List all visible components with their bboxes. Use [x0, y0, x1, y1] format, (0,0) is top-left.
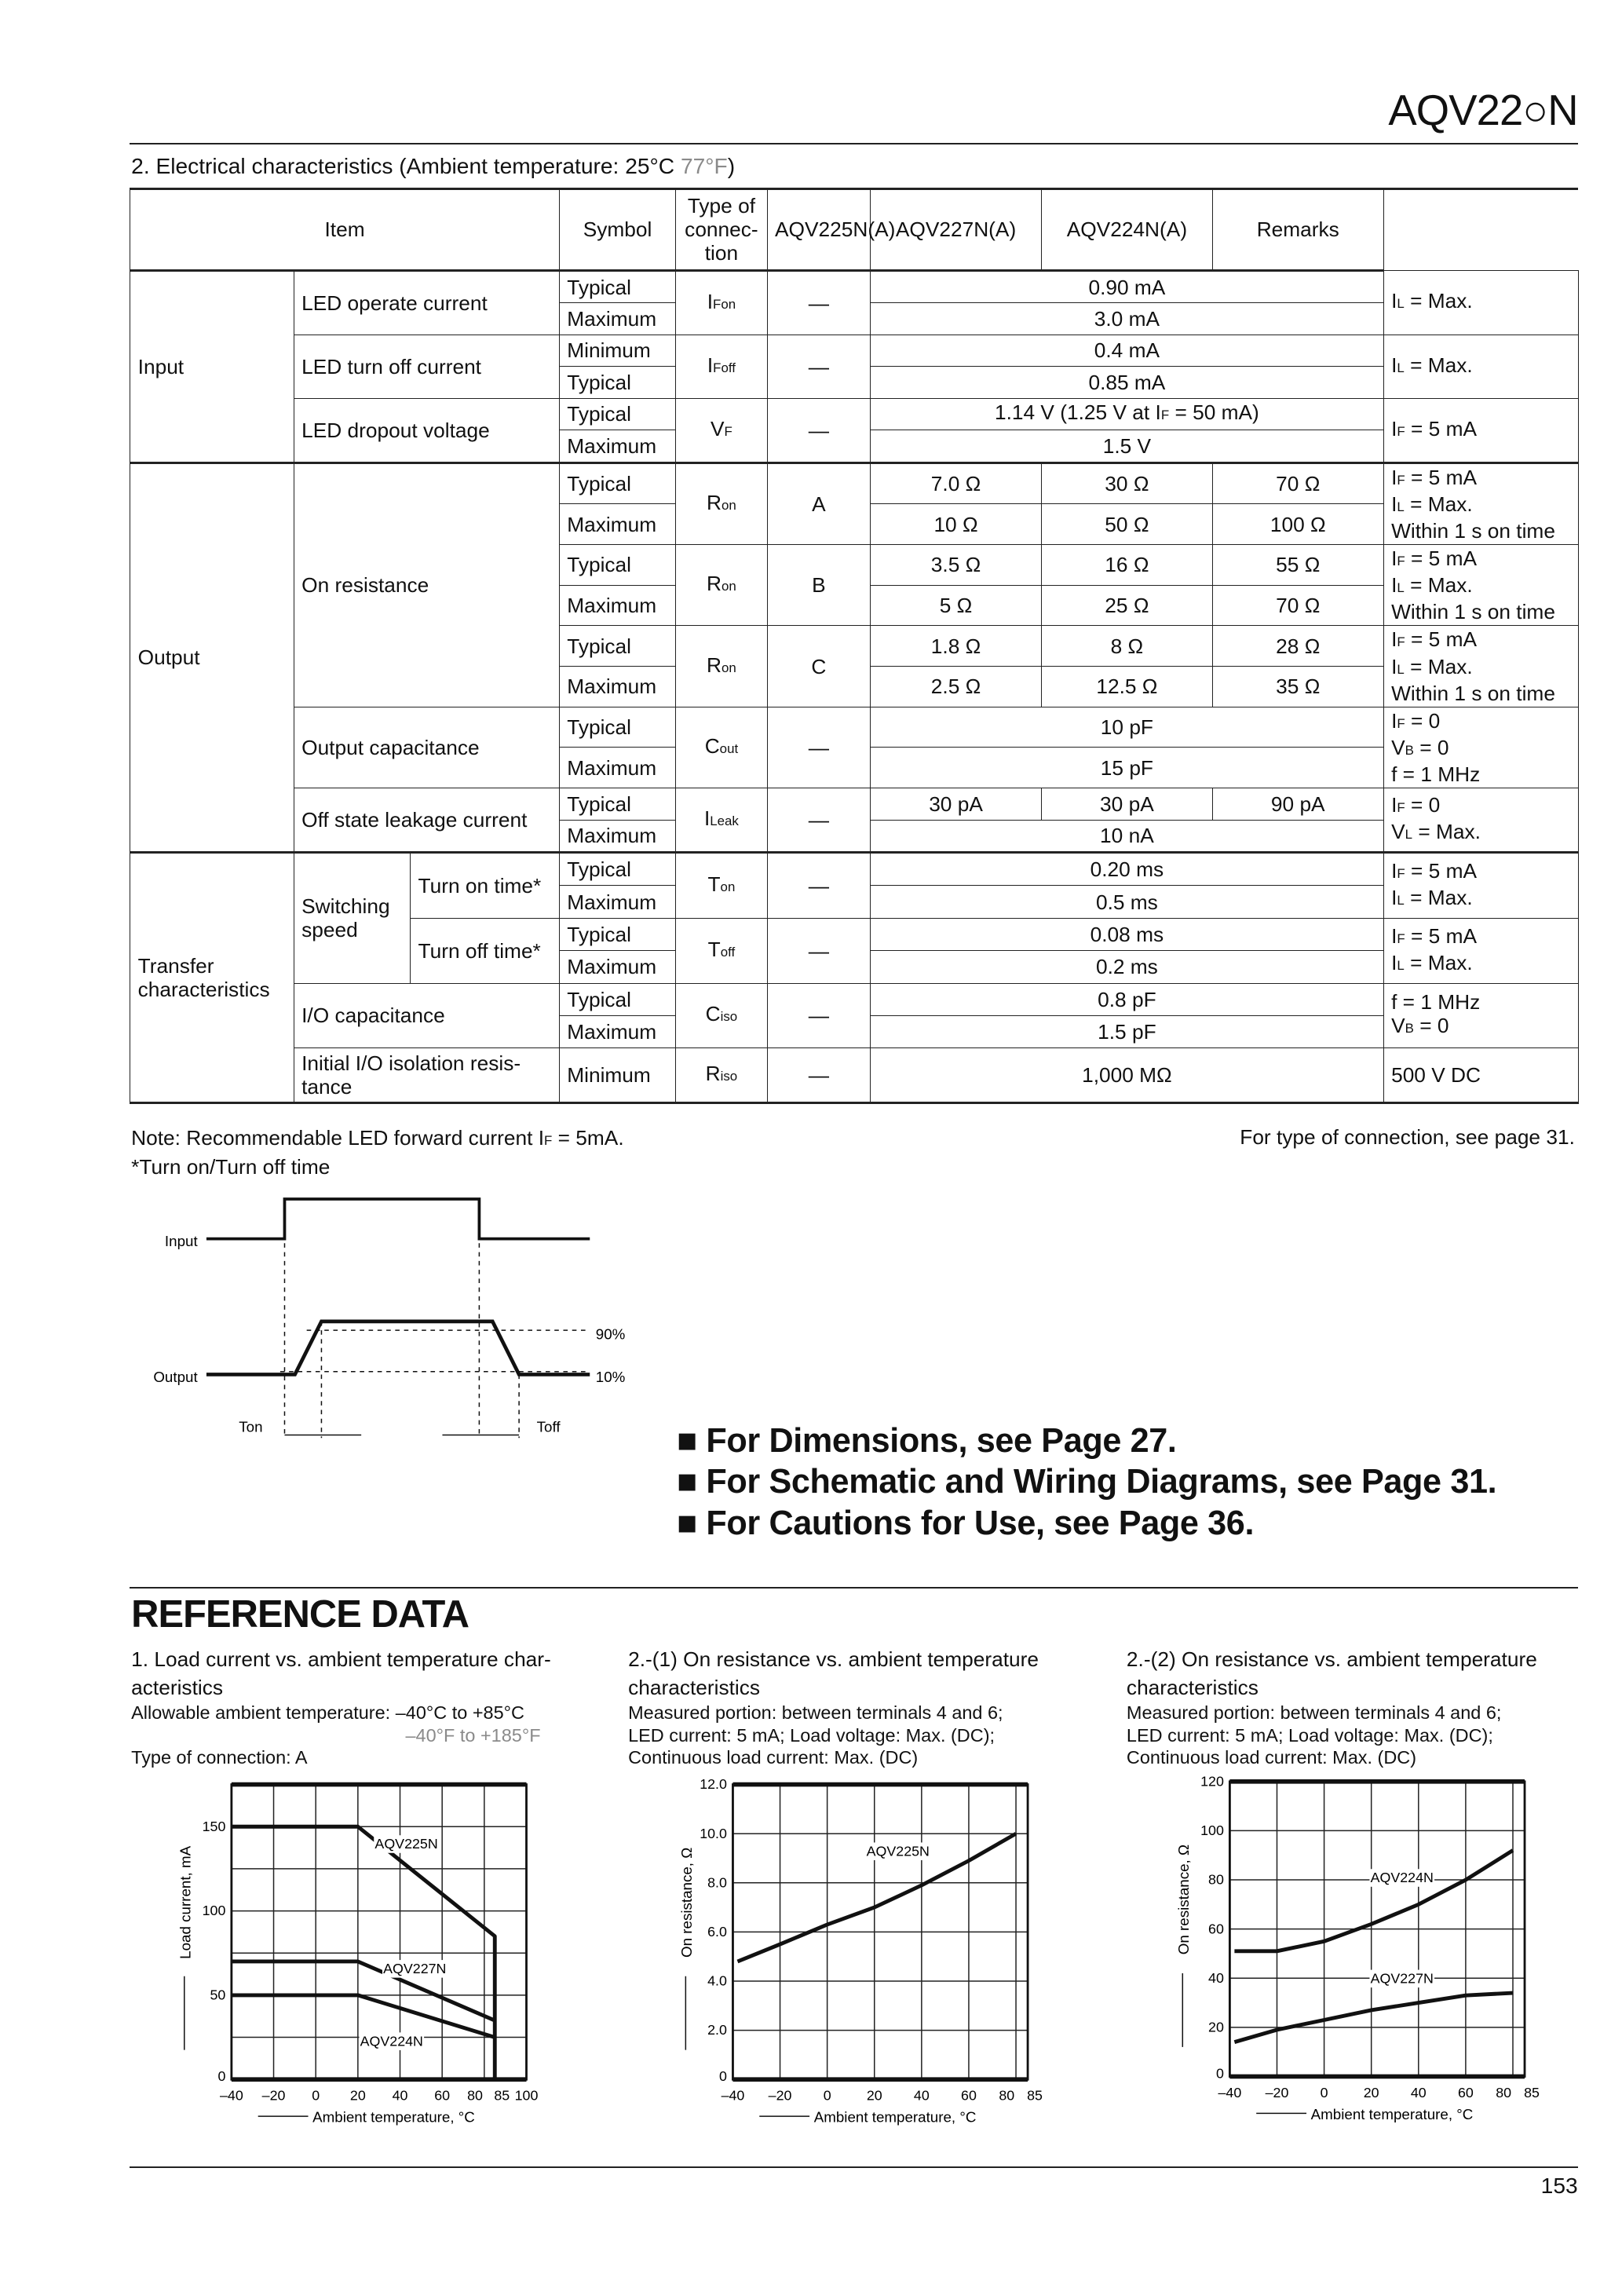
- table-notes: Note: Recommendable LED forward current IF = 5mA. *Turn on/Turn off time: [131, 1126, 624, 1179]
- value: 0.4 mA: [871, 335, 1384, 366]
- series-line-aqv227n: [1234, 1993, 1513, 2042]
- x-tick-label: –20: [261, 2087, 286, 2104]
- value: 10 pF: [871, 707, 1384, 748]
- symbol: IFoff: [676, 335, 767, 398]
- symbol: Cout: [676, 707, 767, 788]
- condition: Typical: [559, 544, 675, 585]
- value: 3.5 Ω: [871, 544, 1042, 585]
- group-input: Input: [130, 270, 294, 462]
- value: 1.5 pF: [871, 1015, 1384, 1047]
- value: 70 Ω: [1212, 462, 1383, 504]
- y-tick-label: 0: [1215, 2065, 1224, 2082]
- timing-ton-label: Ton: [239, 1418, 263, 1435]
- y-axis-label: On resistance, Ω: [678, 1847, 695, 1958]
- x-tick-label: 20: [349, 2087, 366, 2104]
- value: 0.20 ms: [871, 853, 1384, 886]
- connection-type: —: [767, 707, 870, 788]
- remarks: IF = 5 mA IL = Max. Within 1 s on time: [1383, 544, 1578, 625]
- output-waveform: [206, 1322, 590, 1375]
- series-line-aqv224n: [1234, 1850, 1513, 1951]
- condition: Maximum: [559, 820, 675, 852]
- condition: Maximum: [559, 430, 675, 462]
- series-label: AQV225N: [866, 1843, 930, 1859]
- item-label: Turn off time*: [411, 918, 560, 983]
- y-tick-label: 12.0: [700, 1776, 727, 1793]
- condition: Typical: [559, 270, 675, 302]
- value: 90 pA: [1212, 788, 1383, 820]
- condition: Typical: [559, 918, 675, 950]
- item-label: LED dropout voltage: [294, 398, 559, 462]
- col-symbol: Symbol: [559, 188, 675, 270]
- series-label: AQV224N: [360, 2033, 423, 2049]
- group-output: Output: [130, 462, 294, 853]
- value: 70 Ω: [1212, 585, 1383, 626]
- chart-2: [678, 1776, 1043, 2125]
- schematic-link[interactable]: ■ For Schematic and Wiring Diagrams, see Page 31.: [677, 1463, 1497, 1501]
- chart3-caption: 2.-(2) On resistance vs. ambient temperature characteristics Measured portion: between terminals 4 and 6; LED current: 5 mA; Load voltage: Max. (DC); Continuous load current: Max. (DC): [1126, 1647, 1537, 1768]
- x-tick-label: 60: [434, 2087, 451, 2104]
- condition: Maximum: [559, 585, 675, 626]
- value: 50 Ω: [1041, 504, 1212, 545]
- symbol: IFon: [676, 270, 767, 335]
- timing-toff-label: Toff: [536, 1418, 561, 1435]
- y-tick-label: 80: [1208, 1871, 1224, 1888]
- symbol: Toff: [676, 918, 767, 983]
- col-aqv225n: AQV225N(A): [767, 188, 870, 270]
- item-label: Turn on time*: [411, 853, 560, 919]
- y-tick-label: 6.0: [707, 1924, 727, 1940]
- col-item: Item: [130, 188, 560, 270]
- series-label: AQV225N: [374, 1836, 438, 1852]
- condition: Maximum: [559, 886, 675, 918]
- connection-type: —: [767, 335, 870, 398]
- condition: Typical: [559, 707, 675, 748]
- item-label: I/O capacitance: [294, 983, 559, 1048]
- value: 35 Ω: [1212, 667, 1383, 707]
- col-aqv224n: AQV224N(A): [1041, 188, 1212, 270]
- y-tick-label: 20: [1208, 2019, 1224, 2035]
- item-label: Output capacitance: [294, 707, 559, 788]
- value: 12.5 Ω: [1041, 667, 1212, 707]
- remarks: IF = 5 mA: [1383, 398, 1578, 462]
- connection-type: A: [767, 462, 870, 544]
- condition: Minimum: [559, 1048, 675, 1103]
- connection-type: —: [767, 853, 870, 919]
- value: 100 Ω: [1212, 504, 1383, 545]
- x-tick-label: 60: [961, 2087, 977, 2104]
- y-tick-label: 8.0: [707, 1874, 727, 1891]
- col-aqv227n: AQV227N(A): [871, 188, 1042, 270]
- connection-type: —: [767, 788, 870, 853]
- condition: Typical: [559, 626, 675, 667]
- connection-type: —: [767, 398, 870, 462]
- remarks: IF = 5 mA IL = Max. Within 1 s on time: [1383, 462, 1578, 544]
- value: 3.0 mA: [871, 303, 1384, 335]
- connection-type: —: [767, 983, 870, 1048]
- value: 10 nA: [871, 820, 1384, 852]
- chart-1: [177, 1785, 538, 2126]
- y-tick-label: 120: [1200, 1773, 1224, 1790]
- timing-90-label: 90%: [595, 1325, 626, 1343]
- symbol: ILeak: [676, 788, 767, 853]
- item-label: LED operate current: [294, 270, 559, 335]
- connection-note: For type of connection, see page 31.: [1240, 1125, 1575, 1150]
- x-tick-label: 85: [1524, 2084, 1540, 2100]
- symbol: Ron: [676, 544, 767, 625]
- y-tick-label: 100: [1200, 1823, 1224, 1839]
- x-tick-label: 85: [494, 2087, 510, 2104]
- value: 0.5 ms: [871, 886, 1384, 918]
- condition: Maximum: [559, 1015, 675, 1047]
- x-tick-label: –20: [768, 2087, 792, 2104]
- condition: Typical: [559, 853, 675, 886]
- condition: Typical: [559, 398, 675, 430]
- symbol: VF: [676, 398, 767, 462]
- col-remarks: Remarks: [1212, 188, 1383, 270]
- remarks: IF = 5 mA IL = Max. Within 1 s on time: [1383, 626, 1578, 707]
- remarks: IL = Max.: [1383, 335, 1578, 398]
- group-transfer: Transfer characteristics: [130, 853, 294, 1103]
- value: 16 Ω: [1041, 544, 1212, 585]
- value: 30 pA: [1041, 788, 1212, 820]
- value: 1.14 V (1.25 V at IF = 50 mA): [871, 398, 1384, 430]
- symbol: Ron: [676, 626, 767, 707]
- connection-type: —: [767, 270, 870, 335]
- x-tick-label: 80: [467, 2087, 483, 2104]
- remarks: IF = 0 VL = Max.: [1383, 788, 1578, 853]
- symbol: Riso: [676, 1048, 767, 1103]
- remarks: 500 V DC: [1383, 1048, 1578, 1103]
- series-label: AQV224N: [1370, 1870, 1434, 1886]
- y-tick-label: 150: [202, 1818, 226, 1834]
- series-label: AQV227N: [1370, 1970, 1434, 1987]
- x-tick-label: 40: [392, 2087, 408, 2104]
- timing-input-label: Input: [164, 1233, 198, 1250]
- condition: Maximum: [559, 303, 675, 335]
- value: 0.85 mA: [871, 367, 1384, 398]
- value: 0.8 pF: [871, 983, 1384, 1015]
- value: 7.0 Ω: [871, 462, 1042, 504]
- condition: Typical: [559, 462, 675, 504]
- x-axis-label: Ambient temperature, °C: [312, 2108, 475, 2126]
- value: 2.5 Ω: [871, 667, 1042, 707]
- x-tick-label: 20: [1363, 2084, 1379, 2100]
- item-label: Switching speed: [294, 853, 410, 984]
- value: 5 Ω: [871, 585, 1042, 626]
- footer-rule: [130, 2166, 1577, 2168]
- product-title: AQV22○N: [1388, 86, 1578, 134]
- y-tick-label: 0: [719, 2068, 727, 2085]
- chart-3: [1175, 1773, 1540, 2122]
- x-tick-label: 20: [866, 2087, 882, 2104]
- y-axis-label: On resistance, Ω: [1174, 1844, 1192, 1955]
- timing-output-label: Output: [153, 1368, 198, 1385]
- y-tick-label: 2.0: [707, 2022, 727, 2038]
- symbol: Ciso: [676, 983, 767, 1048]
- col-type: Type of connec- tion: [676, 188, 767, 270]
- x-tick-label: –40: [1218, 2084, 1242, 2100]
- value: 55 Ω: [1212, 544, 1383, 585]
- y-tick-label: 100: [202, 1903, 226, 1919]
- dimensions-link[interactable]: ■ For Dimensions, see Page 27.: [677, 1421, 1177, 1460]
- connection-type: C: [767, 626, 870, 707]
- x-axis-label: Ambient temperature, °C: [813, 2108, 977, 2126]
- x-tick-label: 85: [1027, 2087, 1043, 2104]
- y-tick-label: 10.0: [700, 1825, 727, 1841]
- connection-type: —: [767, 918, 870, 983]
- remarks: IF = 0 VB = 0 f = 1 MHz: [1383, 707, 1578, 788]
- value: 8 Ω: [1041, 626, 1212, 667]
- x-tick-label: 80: [1496, 2084, 1512, 2100]
- x-tick-label: 60: [1457, 2084, 1474, 2100]
- value: 0.08 ms: [871, 918, 1384, 950]
- value: 30 Ω: [1041, 462, 1212, 504]
- value: 1,000 MΩ: [871, 1048, 1384, 1103]
- section-title: 2. Electrical characteristics (Ambient temperature: 25°C 77°F): [131, 153, 736, 179]
- condition: Maximum: [559, 748, 675, 788]
- item-label: LED turn off current: [294, 335, 559, 398]
- value: 1.5 V: [871, 430, 1384, 462]
- x-tick-label: 0: [312, 2087, 320, 2104]
- remarks: IL = Max.: [1383, 270, 1578, 335]
- series-label: AQV227N: [383, 1960, 447, 1976]
- chart1-caption: 1. Load current vs. ambient temperature char- acteristics Allowable ambient temperature: –40°C to +85°C –40°F to +185°F Type of connection: A: [131, 1647, 551, 1768]
- x-tick-label: –40: [721, 2087, 745, 2104]
- y-tick-label: 50: [210, 1987, 226, 2003]
- time-markers: [284, 1199, 519, 1438]
- remarks: IF = 5 mA IL = Max.: [1383, 853, 1578, 919]
- series-line-aqv227n: [232, 1961, 495, 2020]
- x-axis-label: Ambient temperature, °C: [1310, 2105, 1474, 2122]
- condition: Typical: [559, 983, 675, 1015]
- symbol: Ron: [676, 462, 767, 544]
- x-tick-label: 100: [514, 2087, 539, 2104]
- connection-type: B: [767, 544, 870, 625]
- x-tick-label: 0: [823, 2087, 831, 2104]
- value: 0.2 ms: [871, 951, 1384, 983]
- symbol: Ton: [676, 853, 767, 919]
- chart2-caption: 2.-(1) On resistance vs. ambient temperature characteristics Measured portion: between terminals 4 and 6; LED current: 5 mA; Load voltage: Max. (DC); Continuous load current: Max. (DC): [628, 1647, 1039, 1768]
- condition: Maximum: [559, 951, 675, 983]
- x-tick-label: 40: [913, 2087, 930, 2104]
- item-label: Initial I/O isolation resis- tance: [294, 1048, 559, 1103]
- timing-10-label: 10%: [595, 1368, 626, 1385]
- remarks: IF = 5 mA IL = Max.: [1383, 918, 1578, 983]
- value: 0.90 mA: [871, 270, 1384, 302]
- x-tick-label: 0: [1320, 2084, 1328, 2100]
- timing-diagram: [206, 1199, 590, 1438]
- y-tick-label: 0: [217, 2068, 226, 2085]
- y-axis-label: Load current, mA: [177, 1845, 194, 1959]
- variant-circle-icon: ○: [1522, 86, 1548, 134]
- x-tick-label: –40: [219, 2087, 243, 2104]
- remarks: f = 1 MHz VB = 0: [1383, 983, 1578, 1048]
- value: 10 Ω: [871, 504, 1042, 545]
- value: 28 Ω: [1212, 626, 1383, 667]
- y-tick-label: 60: [1208, 1921, 1224, 1937]
- value: 25 Ω: [1041, 585, 1212, 626]
- y-tick-label: 40: [1208, 1969, 1224, 1986]
- input-waveform: [206, 1199, 590, 1239]
- item-label: On resistance: [294, 462, 559, 707]
- condition: Maximum: [559, 667, 675, 707]
- threshold-lines: [280, 1330, 590, 1372]
- condition: Typical: [559, 788, 675, 820]
- cautions-link[interactable]: ■ For Cautions for Use, see Page 36.: [677, 1504, 1255, 1542]
- condition: Typical: [559, 367, 675, 398]
- value: 30 pA: [871, 788, 1042, 820]
- connection-type: —: [767, 1048, 870, 1103]
- item-label: Off state leakage current: [294, 788, 559, 853]
- condition: Maximum: [559, 504, 675, 545]
- x-tick-label: 40: [1410, 2084, 1427, 2100]
- value: 15 pF: [871, 748, 1384, 788]
- reference-heading: REFERENCE DATA: [131, 1593, 469, 1636]
- x-tick-label: –20: [1265, 2084, 1289, 2100]
- value: 1.8 Ω: [871, 626, 1042, 667]
- y-tick-label: 4.0: [707, 1972, 727, 1989]
- x-tick-label: 80: [999, 2087, 1015, 2104]
- page-number: 153: [1540, 2172, 1578, 2198]
- condition: Minimum: [559, 335, 675, 366]
